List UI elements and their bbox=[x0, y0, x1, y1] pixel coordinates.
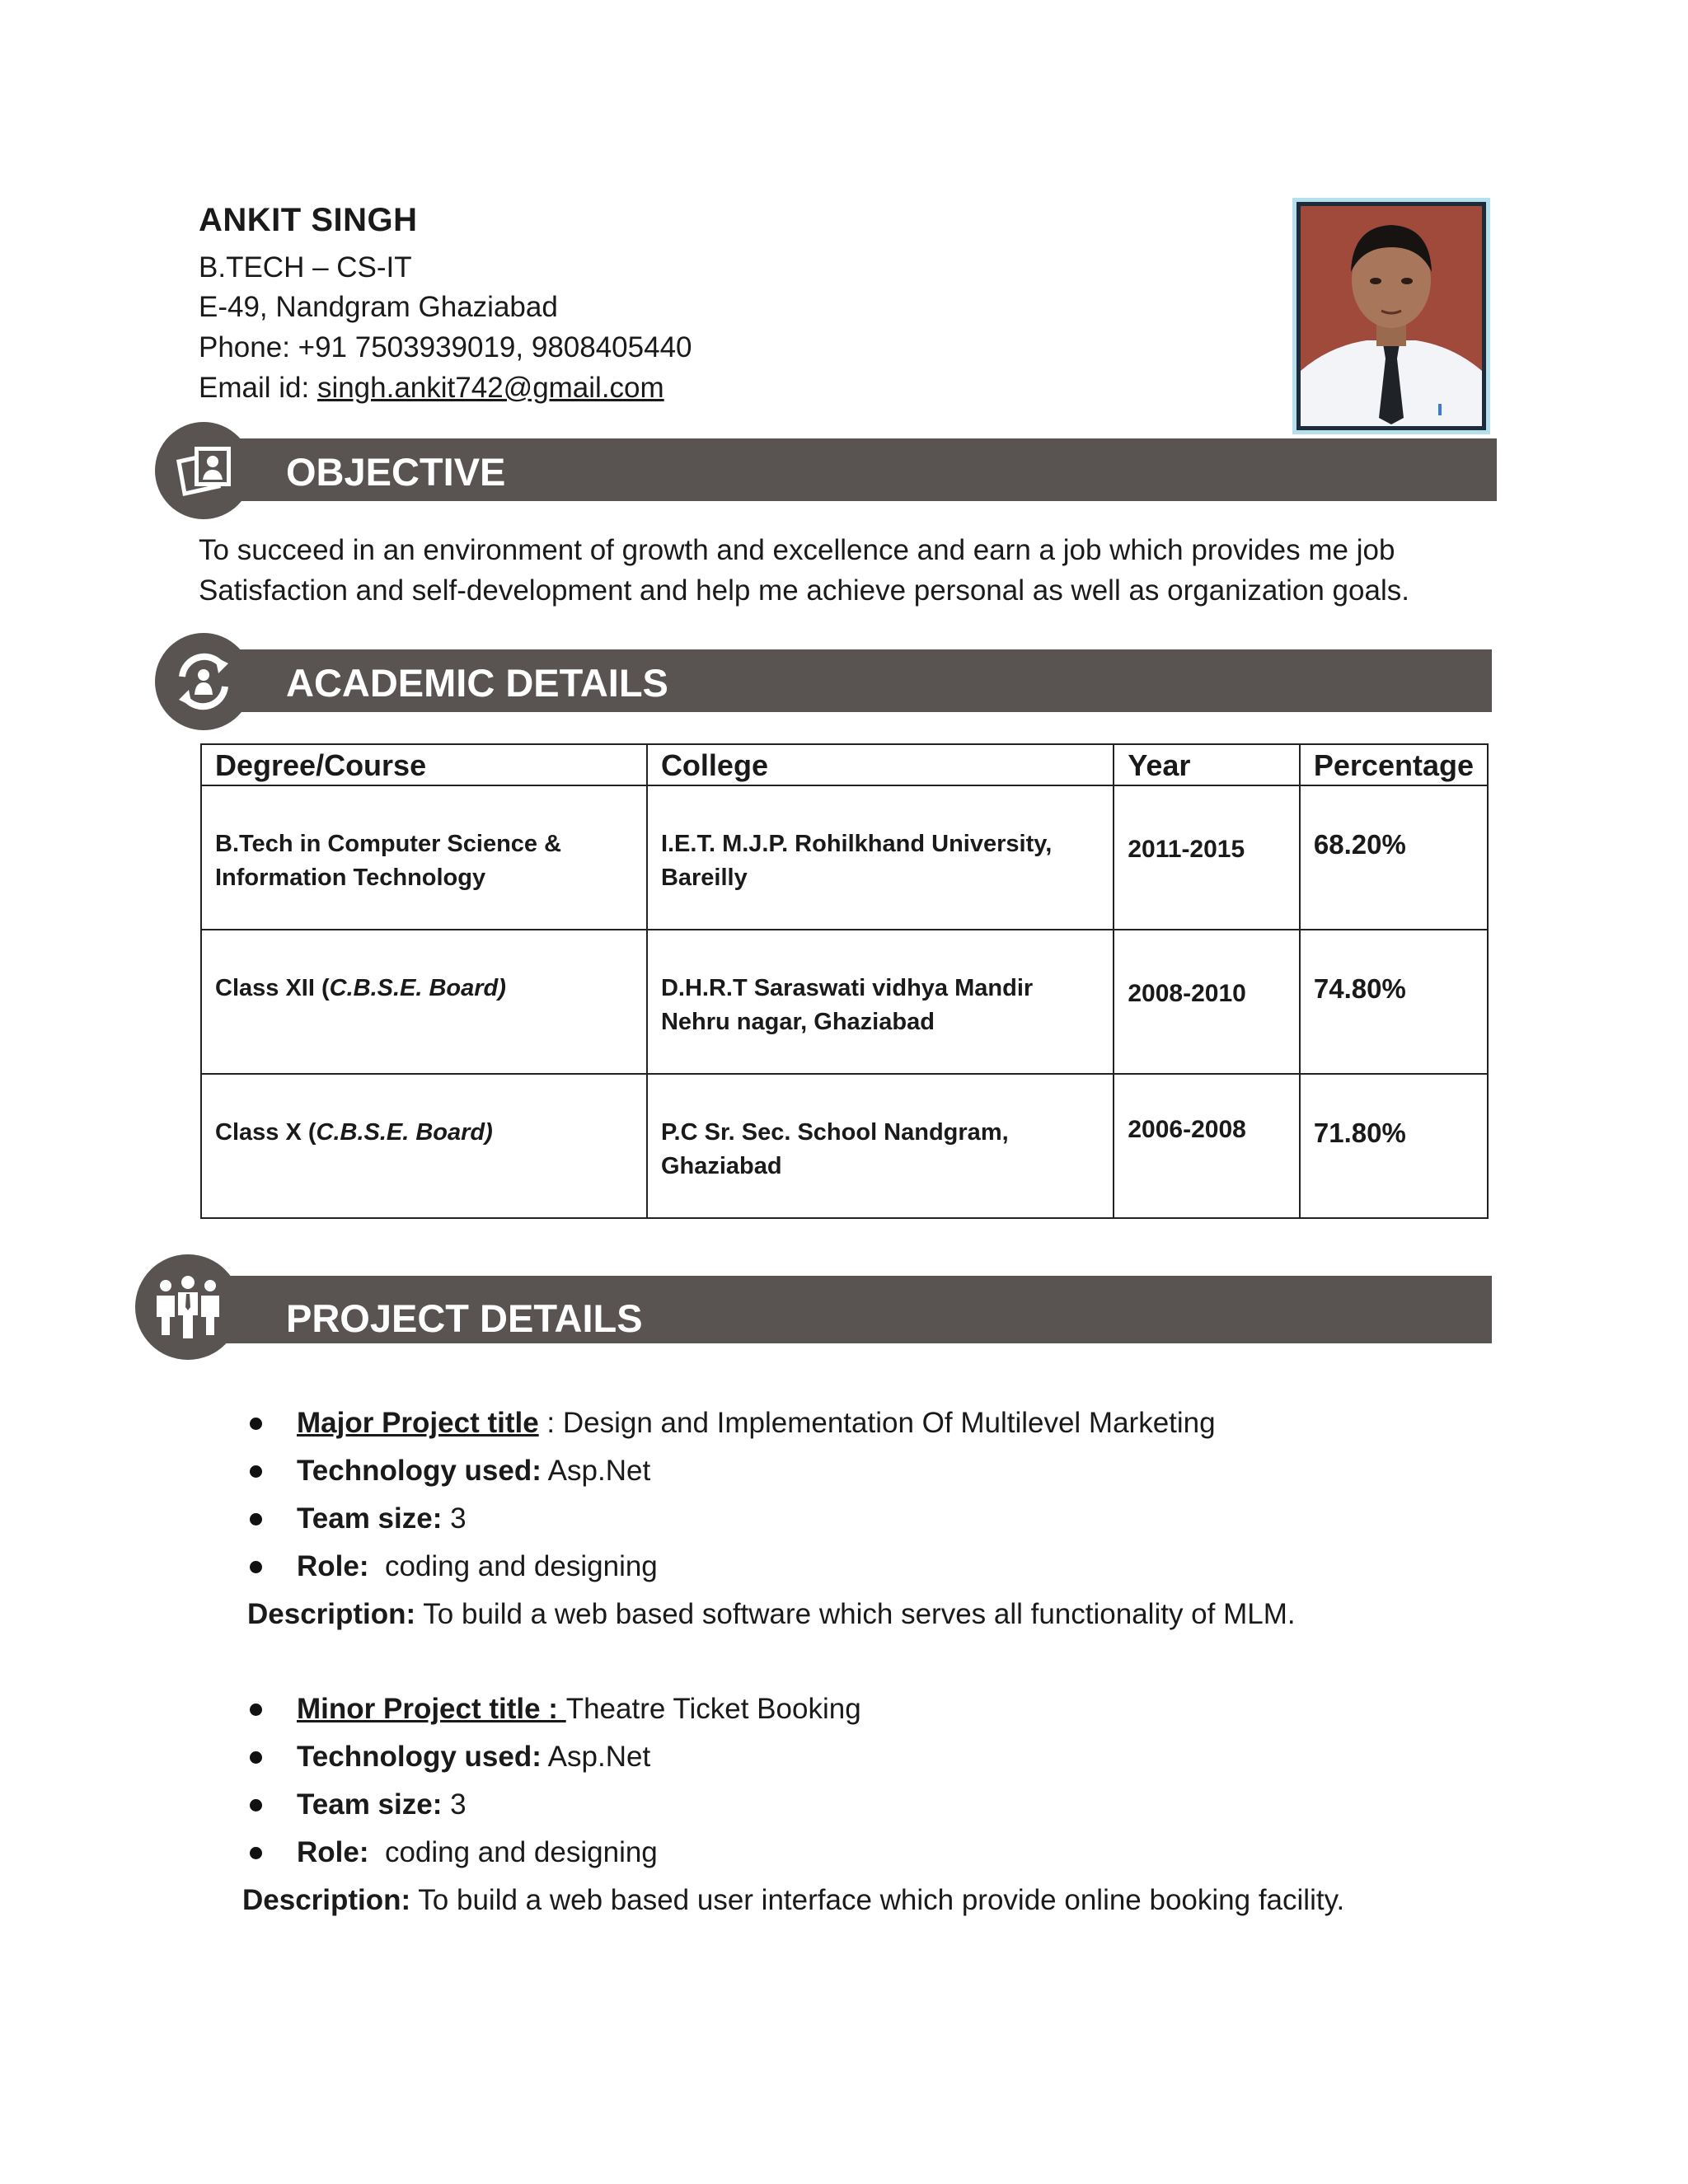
projects-bar bbox=[221, 1276, 1492, 1343]
email-label: Email id: bbox=[199, 372, 317, 404]
college-cell: P.C Sr. Sec. School Nandgram, Ghaziabad bbox=[647, 1074, 1114, 1218]
list-item: Major Project title : Design and Implementation Of Multilevel Marketing bbox=[297, 1399, 1564, 1447]
email-line bbox=[199, 368, 664, 408]
academic-table bbox=[200, 743, 1489, 1219]
candidate-name: ANKIT SINGH bbox=[199, 202, 418, 238]
list-item: Technology used: Asp.Net bbox=[297, 1733, 1564, 1781]
objective-line-2: Satisfaction and self-development and help me achieve personal as well as organization goals. bbox=[199, 574, 1409, 607]
list-item: Role: coding and designing bbox=[297, 1543, 1564, 1591]
degree-cell: Class X (C.B.S.E. Board) bbox=[201, 1074, 647, 1218]
objective-bar bbox=[239, 438, 1497, 501]
year-cell: 2011-2015 bbox=[1114, 785, 1300, 930]
percentage-cell: 74.80% bbox=[1300, 930, 1488, 1074]
year-cell: 2008-2010 bbox=[1114, 930, 1300, 1074]
college-cell: D.H.R.T Saraswati vidhya Mandir Nehru nagar, Ghaziabad bbox=[647, 930, 1114, 1074]
table-header-row bbox=[201, 744, 1488, 785]
year-cell: 2006-2008 bbox=[1114, 1074, 1300, 1218]
major-project bbox=[246, 1399, 1564, 1638]
objective-icon bbox=[155, 422, 252, 519]
minor-project bbox=[242, 1685, 1564, 1924]
header-year: Year bbox=[1114, 744, 1300, 785]
degree-cell: Class XII (C.B.S.E. Board) bbox=[201, 930, 647, 1074]
objective-title: OBJECTIVE bbox=[286, 450, 506, 494]
academic-bar bbox=[239, 649, 1492, 712]
percentage-cell: 68.20% bbox=[1300, 785, 1488, 930]
objective-text bbox=[199, 530, 1501, 611]
profile-photo bbox=[1292, 198, 1490, 434]
degree-line: B.TECH – CS-IT bbox=[199, 251, 412, 284]
header-degree: Degree/Course bbox=[201, 744, 647, 785]
major-description: Description: To build a web based software which serves all functionality of MLM. bbox=[247, 1598, 1296, 1630]
percentage-cell: 71.80% bbox=[1300, 1074, 1488, 1218]
header-percentage: Percentage bbox=[1300, 744, 1488, 785]
address-line: E-49, Nandgram Ghaziabad bbox=[199, 291, 558, 323]
academic-icon bbox=[155, 633, 252, 730]
objective-line-1: To succeed in an environment of growth and excellence and earn a job which provides me job bbox=[199, 534, 1395, 566]
table-row bbox=[201, 1074, 1488, 1218]
minor-description: Description: To build a web based user interface which provide online booking facility. bbox=[242, 1884, 1345, 1916]
projects-title: PROJECT DETAILS bbox=[286, 1296, 643, 1340]
degree-cell: B.Tech in Computer Science & Information Technology bbox=[201, 785, 647, 930]
academic-title: ACADEMIC DETAILS bbox=[286, 661, 668, 705]
list-item: Role: coding and designing bbox=[297, 1829, 1564, 1877]
list-item: Minor Project title : Theatre Ticket Booking bbox=[297, 1685, 1564, 1733]
phone-line: Phone: +91 7503939019, 9808405440 bbox=[199, 331, 692, 363]
table-row bbox=[201, 930, 1488, 1074]
list-item: Team size: 3 bbox=[297, 1495, 1564, 1543]
team-icon bbox=[135, 1254, 241, 1360]
header-college: College bbox=[647, 744, 1114, 785]
list-item: Team size: 3 bbox=[297, 1781, 1564, 1829]
college-cell: I.E.T. M.J.P. Rohilkhand University, Bareilly bbox=[647, 785, 1114, 930]
table-row bbox=[201, 785, 1488, 930]
email-link[interactable]: singh.ankit742@gmail.com bbox=[316, 372, 664, 404]
list-item: Technology used: Asp.Net bbox=[297, 1447, 1564, 1495]
